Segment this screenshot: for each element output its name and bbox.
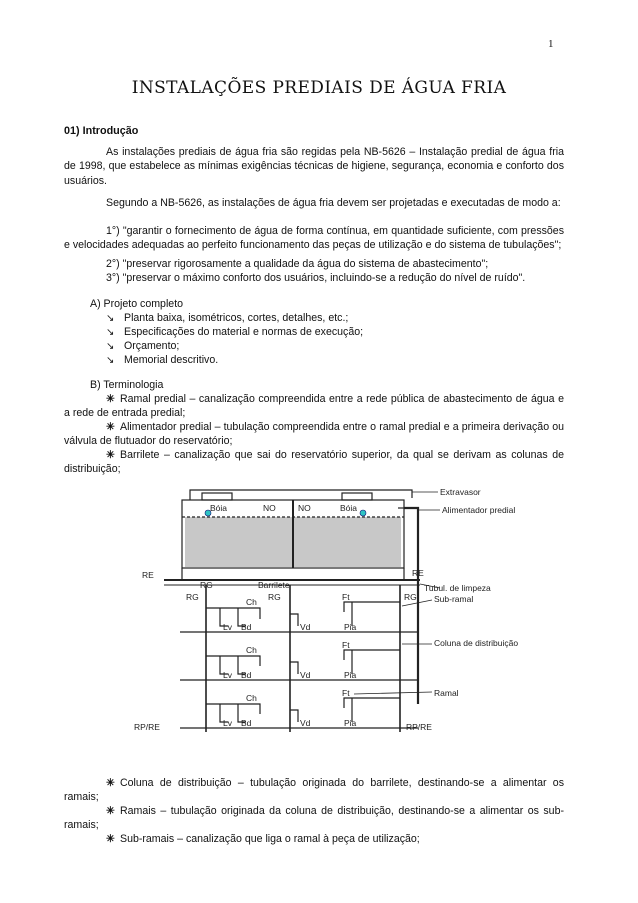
- asterisk-bullet-icon: ✳: [106, 393, 115, 405]
- label-vd: Vd: [300, 670, 311, 680]
- project-item: ↘ Memorial descritivo.: [64, 353, 218, 368]
- label-pia: Pia: [344, 622, 357, 632]
- label-ch: Ch: [246, 645, 257, 655]
- term-item: ✳ Ramais – tubulação originada da coluna de distribuição, destinando-se a alimentar os sub-ramais;: [64, 805, 564, 832]
- page-title: INSTALAÇÕES PREDIAIS DE ÁGUA FRIA: [131, 78, 507, 98]
- alimentador-pipe: [404, 508, 418, 704]
- water-distribution-diagram: [120, 484, 520, 750]
- project-heading: A) Projeto completo: [90, 298, 184, 310]
- label-rg-2: RG: [186, 592, 199, 602]
- requirement-2-text: 2°) "preservar rigorosamente a qualidade da água do sistema de abastecimento";: [106, 258, 489, 270]
- term-item: ✳ Sub-ramais – canalização que liga o ramal à peça de utilização;: [106, 833, 420, 845]
- arrow-bullet-icon: ↘: [106, 341, 115, 352]
- label-vd: Vd: [300, 622, 311, 632]
- ramal: [206, 704, 260, 714]
- label-ch: Ch: [246, 597, 257, 607]
- label-bd: Bd: [241, 718, 252, 728]
- label-pia: Pia: [344, 718, 357, 728]
- label-sub-ramal: Sub-ramal: [434, 594, 474, 604]
- label-ft: Ft: [342, 640, 350, 650]
- ramal: [206, 608, 260, 619]
- label-coluna: Coluna de distribuição: [434, 638, 519, 648]
- label-ch: Ch: [246, 693, 257, 703]
- label-no-left: NO: [263, 503, 276, 513]
- label-rp-re-right: RP/RE: [406, 722, 432, 732]
- requirement-3-text: 3°) "preservar o máximo conforto dos usuários, incluindo-se a redução do nível de ruído".: [106, 272, 526, 284]
- requirement-2: [64, 257, 564, 271]
- label-ft: Ft: [342, 688, 350, 698]
- asterisk-bullet-icon: ✳: [106, 777, 115, 789]
- sub-ramal: [290, 662, 298, 674]
- lid-left: [202, 493, 232, 500]
- label-ramal: Ramal: [434, 688, 459, 698]
- sub-ramal: [290, 710, 298, 722]
- intro-paragraph-1: [64, 145, 564, 188]
- extravasor-pipe: [190, 490, 412, 500]
- label-lv: Lv: [223, 622, 232, 632]
- requirement-1: [64, 224, 564, 253]
- term-item: ✳ Coluna de distribuição – tubulação originada do barrilete, destinando-se a alimentar os ramais;: [64, 777, 564, 804]
- label-rp-re-left: RP/RE: [134, 722, 160, 732]
- label-rg-4: RG: [404, 592, 417, 602]
- page-number: 1: [548, 38, 554, 50]
- label-lv: Lv: [223, 670, 232, 680]
- project-item: ↘ Especificações do material e normas de execução;: [64, 325, 363, 340]
- intro-p2-text: Segundo a NB-5626, as instalações de água fria devem ser projetadas e executadas de modo a:: [106, 197, 561, 209]
- label-no-right: NO: [298, 503, 311, 513]
- label-boia-left: Bóia: [210, 503, 228, 513]
- arrow-bullet-icon: ↘: [106, 355, 115, 366]
- label-rg-3: RG: [268, 592, 281, 602]
- label-rg-1: RG: [200, 580, 213, 590]
- label-bd: Bd: [241, 670, 252, 680]
- float-valve-right: [360, 510, 366, 516]
- requirement-3: [64, 271, 564, 285]
- label-tubul-limpeza: Tubul. de limpeza: [424, 583, 491, 593]
- label-lv: Lv: [223, 718, 232, 728]
- project-item: ↘ Planta baixa, isométricos, cortes, detalhes, etc.;: [64, 311, 348, 326]
- label-ft: Ft: [342, 592, 350, 602]
- arrow-bullet-icon: ↘: [106, 313, 115, 324]
- label-boia-right: Bóia: [340, 503, 358, 513]
- leader-ramal: [354, 692, 432, 694]
- asterisk-bullet-icon: ✳: [106, 421, 115, 433]
- label-extravasor: Extravasor: [440, 487, 481, 497]
- asterisk-bullet-icon: ✳: [106, 449, 115, 461]
- label-pia: Pia: [344, 670, 357, 680]
- ramal: [206, 656, 260, 666]
- asterisk-bullet-icon: ✳: [106, 805, 115, 817]
- intro-p1-text: As instalações prediais de água fria são regidas pela NB-5626 – Instalação predial de água fria de 1998, que estabelece as mínimas exigências técnicas de higiene, segurança, economia e conforto dos usuários.: [64, 146, 564, 187]
- label-alimentador: Alimentador predial: [442, 505, 516, 515]
- label-bd: Bd: [241, 622, 252, 632]
- term-item: ✳ Ramal predial – canalização compreendida entre a rede pública de abastecimento de água e a rede de entrada predial;: [64, 393, 564, 420]
- asterisk-bullet-icon: ✳: [106, 833, 115, 845]
- intro-paragraph-2: [64, 196, 564, 210]
- label-re-right: RE: [412, 568, 424, 578]
- arrow-bullet-icon: ↘: [106, 327, 115, 338]
- requirement-1-text: 1°) "garantir o fornecimento de água de forma contínua, em quantidade suficiente, com pressões e velocidades adequadas ao perfeito funcionamento das peças de utilização e do sistema de tubulações";: [64, 225, 564, 252]
- label-re-left: RE: [142, 570, 154, 580]
- sub-ramal: [290, 614, 298, 626]
- term-item: ✳ Alimentador predial – tubulação compreendida entre o ramal predial e a primeira derivação ou válvula de flutuador do reservatório;: [64, 421, 564, 448]
- terminology-heading: B) Terminologia: [90, 379, 164, 391]
- label-vd: Vd: [300, 718, 311, 728]
- term-item: ✳ Barrilete – canalização que sai do reservatório superior, da qual se derivam as colunas de distribuição;: [64, 449, 564, 476]
- project-item: ↘ Orçamento;: [64, 339, 179, 354]
- lid-right: [342, 493, 372, 500]
- section-heading: 01) Introdução: [64, 125, 139, 137]
- label-barrilete: Barrilete: [258, 580, 290, 590]
